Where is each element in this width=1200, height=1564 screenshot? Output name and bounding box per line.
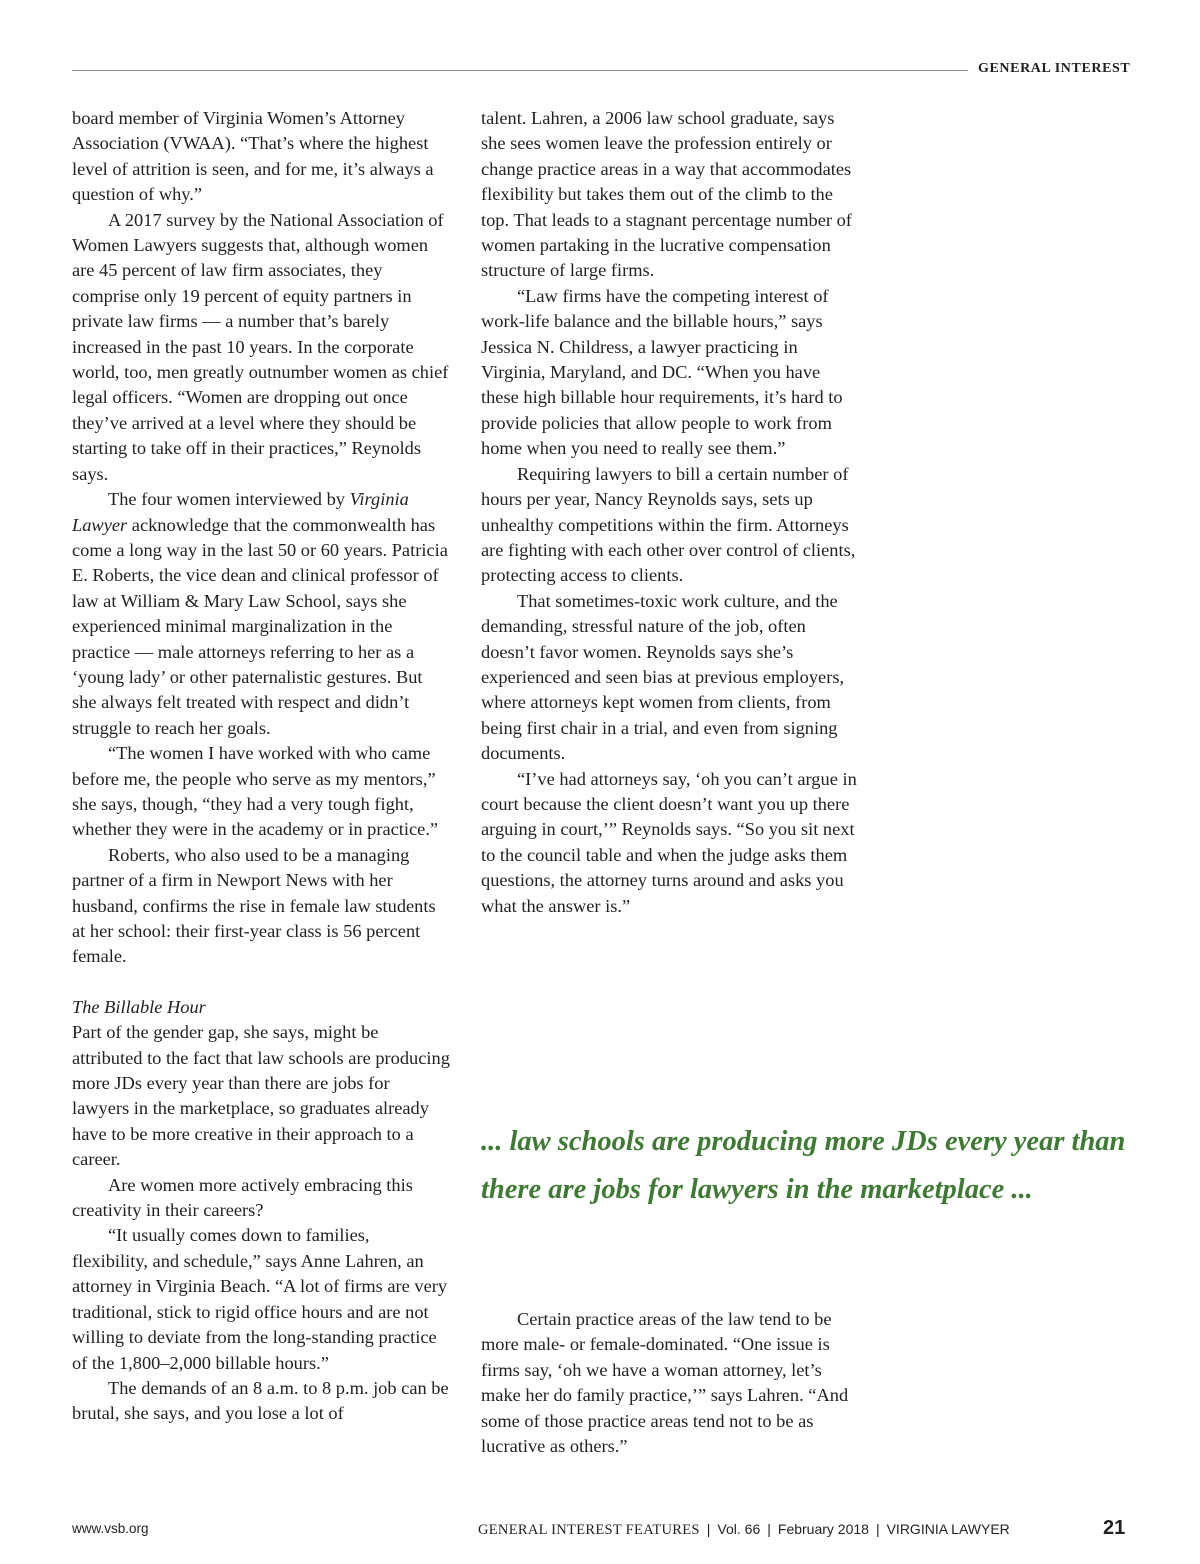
pull-quote-line: there are jobs for lawyers in the marketplace ... [481, 1174, 1033, 1205]
header-rule [72, 70, 968, 71]
footer-volume: Vol. 66 [717, 1521, 761, 1537]
paragraph: The demands of an 8 a.m. to 8 p.m. job can be brutal, she says, and you lose a lot of [72, 1377, 449, 1424]
left-column [72, 106, 450, 1427]
paragraph: Roberts, who also used to be a managing partner of a firm in Newport News with her husband, confirms the rise in female law students at her school: their first-year class is 56 percent female. [72, 844, 436, 967]
section-label: GENERAL INTEREST [978, 61, 1131, 76]
paragraph: Part of the gender gap, she says, might be attributed to the fact that law schools are producing more JDs every year than there are jobs for lawyers in the marketplace, so graduates already have to be more creative in their approach to a career. [72, 1022, 450, 1170]
paragraph: “I’ve had attorneys say, ‘oh you can’t argue in court because the client doesn’t want you up there arguing in court,’” Reynolds says. “So you sit next to the council table and when the judge asks them questions, the attorney turns around and asks you what the answer is.” [481, 768, 857, 916]
paragraph-text: The four women interviewed by [108, 489, 350, 510]
footer-publication: VIRGINIA LAWYER [886, 1521, 1010, 1537]
paragraph: “The women I have worked with who came before me, the people who serve as my mentors,” she says, though, “they had a very tough fight, whether they were in the academy or in practice.” [72, 743, 439, 840]
footer-separator: | [706, 1521, 711, 1537]
paragraph: board member of Virginia Women’s Attorney Association (VWAA). “That’s where the highest level of attrition is seen, and for me, it’s always a question of why.” [72, 108, 434, 205]
subheading: The Billable Hour [72, 996, 206, 1017]
paragraph: talent. Lahren, a 2006 law school graduate, says she sees women leave the profession entirely or change practice areas in a way that accommodates flexibility but takes them out of the climb to the top. That leads to a stagnant percentage number of women partaking in the lucrative compensation structure of large firms. [481, 108, 852, 281]
pull-quote [481, 1118, 1141, 1214]
paragraph: That sometimes-toxic work culture, and the demanding, stressful nature of the job, often doesn’t favor women. Reynolds says she’s experienced and seen bias at previous employers, where attorneys kept women from clients, from being first chair in a trial, and even from signing documents. [481, 590, 845, 764]
paragraph: Are women more actively embracing this creativity in their careers? [72, 1174, 413, 1221]
page-number: 21 [1103, 1517, 1126, 1539]
footer-section: GENERAL INTEREST FEATURES [478, 1522, 700, 1538]
right-column-continued [481, 1307, 861, 1459]
footer-info [478, 1521, 1010, 1539]
footer-date: February 2018 [777, 1521, 869, 1537]
paragraph-text: acknowledge that the commonwealth has come a long way in the last 50 or 60 years. Patricia E. Roberts, the vice dean and clinical professor of law at William & Mary Law School, says she experienced minimal marginalization in the practice — male attorneys referring to her as a ‘young lady’ or other paternalistic gestures. But she always felt treated with respect and didn’t struggle to reach her goals. [72, 514, 448, 738]
right-column [481, 106, 861, 919]
paragraph: Requiring lawyers to bill a certain number of hours per year, Nancy Reynolds says, sets up unhealthy competitions within the firm. Attorneys are fighting with each other over control of clients, protecting access to clients. [481, 463, 856, 586]
footer-separator: | [767, 1521, 771, 1537]
website-link[interactable]: www.vsb.org [72, 1521, 149, 1536]
pull-quote-line: ... law schools are producing more JDs every year than [481, 1126, 1126, 1157]
paragraph: “Law firms have the competing interest of work-life balance and the billable hours,” says Jessica N. Childress, a lawyer practicing in Virginia, Maryland, and DC. “When you have these high billable hour requirements, it’s hard to provide policies that allow people to work from home when you need to really see them.” [481, 285, 843, 459]
footer-separator: | [875, 1521, 880, 1537]
paragraph: A 2017 survey by the National Association of Women Lawyers suggests that, although women are 45 percent of law firm associates, they comprise only 19 percent of equity partners in private law firms — a number that’s barely increased in the past 10 years. In the corporate world, too, men greatly outnumber women as chief legal officers. “Women are dropping out once they’ve arrived at a level where they should be starting to take off in their practices,” Reynolds says. [72, 209, 449, 484]
paragraph: Certain practice areas of the law tend to be more male- or female-dominated. “One issue is firms say, ‘oh we have a woman attorney, let’s make her do family practice,’” says Lahren. “And some of those practice areas tend not to be as lucrative as others.” [481, 1309, 849, 1457]
magazine-title: Virginia Lawyer [72, 489, 409, 535]
paragraph: “It usually comes down to families, flexibility, and schedule,” says Anne Lahren, an attorney in Virginia Beach. “A lot of firms are very traditional, stick to rigid office hours and are not willing to deviate from the long-standing practice of the 1,800–2,000 billable hours.” [72, 1225, 448, 1373]
paragraph [72, 487, 450, 741]
